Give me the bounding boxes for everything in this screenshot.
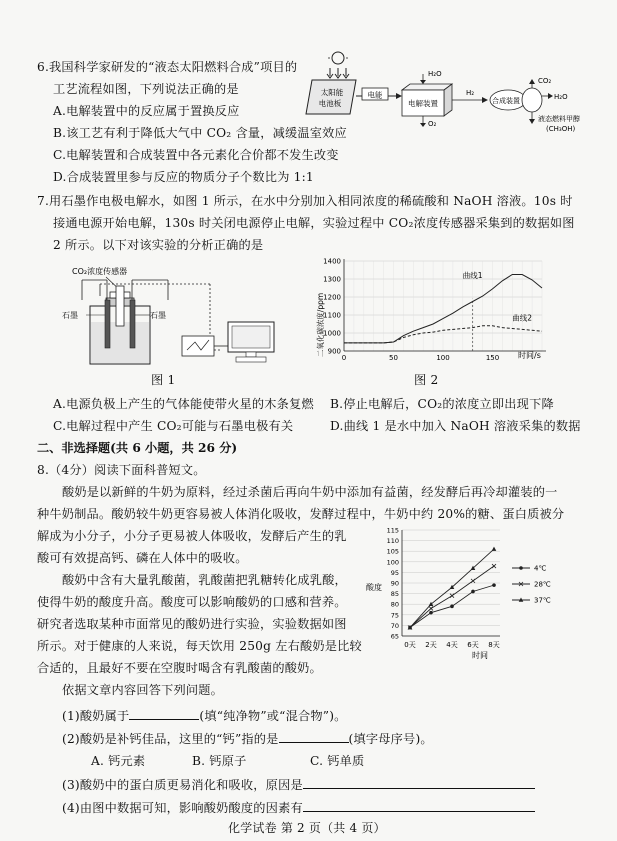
chart2-point [450, 594, 454, 598]
computer-monitor-icon [228, 322, 274, 362]
fig1-caption: 图 1 [151, 373, 176, 387]
chart1-ytick-label: 1200 [323, 293, 341, 302]
chart2-ytick-label: 90 [390, 579, 399, 588]
q8-paragraph2-line4: 所示。对于健康的人来说，每天饮用 250g 左右酸奶是比较 [37, 639, 362, 653]
section-heading: 二、非选择题(共 6 小题，共 26 分) [37, 441, 238, 455]
chart2-ytick-label: 70 [390, 621, 399, 630]
chart2-legend-label: 28℃ [534, 580, 551, 589]
chart2-point [429, 611, 433, 615]
yogurt-acidity-chart [362, 522, 592, 662]
answer-blank-3[interactable] [303, 776, 535, 789]
q6-process-diagram [300, 50, 600, 160]
answer-blank-4[interactable] [303, 799, 535, 812]
graphite-right-label: 石墨 [150, 311, 166, 320]
q8-paragraph1-line4: 酸可有效提高钙、磷在人体中的吸收。 [37, 551, 248, 565]
chart1-xtick-label: 100 [436, 354, 450, 362]
fig2-caption: 图 2 [414, 373, 439, 387]
chart2-ytick-label: 105 [386, 547, 399, 556]
chart2-point [492, 547, 497, 551]
chart1-ytick-label: 1100 [323, 311, 341, 320]
q7-stem-line1: 7.用石墨作电极电解水，如图 1 所示，在水中分别加入相同浓度的稀硫酸和 NaOH 溶液。10s 时 [37, 194, 573, 208]
co2-input-label: CO₂ [538, 77, 552, 85]
q8-sub3-prefix: (3)酸奶中的蛋白质更易消化和吸收，原因是 [62, 778, 303, 792]
chart2-point [492, 564, 496, 568]
chart2-ytick-label: 85 [390, 590, 399, 599]
q8-sub1-prefix: (1)酸奶属于 [62, 709, 130, 723]
co2-concentration-chart [310, 255, 570, 367]
chart1-xtick-label: 150 [485, 354, 500, 362]
q8-paragraph1-line1: 酸奶是以新鲜的牛奶为原料，经过杀菌后再向牛奶中添加有益菌，经发酵后再冷却灌装的一 [62, 485, 558, 499]
chart2-ytick-label: 110 [386, 537, 399, 546]
q7-stem-line3: 2 所示。以下对该实验的分析正确的是 [53, 238, 264, 252]
q8-paragraph2-line5: 合适的，且最好不要在空腹时喝含有乳酸菌的酸奶。 [37, 661, 322, 675]
chart1-ytick-label: 1000 [323, 329, 341, 338]
q8-sub2-suffix: (填字母序号)。 [348, 732, 433, 746]
chart2-ytick-label: 65 [390, 632, 399, 641]
q8-paragraph2-line3: 研究者选取某种市面常见的酸奶进行实验，实验数据如图 [37, 617, 347, 631]
co2-sensor-label: CO₂浓度传感器 [72, 267, 128, 276]
svg-text:电池板: 电池板 [318, 99, 342, 108]
chart1-ytick-label: 1400 [323, 257, 341, 266]
q8-title: 8.（4分）阅读下面科普短文。 [37, 463, 206, 477]
chart2-ylabel: 酸度 [366, 583, 382, 592]
q7-option-a: A.电源负极上产生的气体能使带火星的木条复燃 [53, 397, 314, 411]
chart2-xtick-label: 0天 [404, 641, 416, 649]
q8-sub1-suffix: (填“纯净物”或“混合物”)。 [199, 709, 347, 723]
q6-option-a: A.电解装置中的反应属于置换反应 [53, 104, 240, 118]
chart1-xlabel: 时间/s [518, 351, 541, 360]
q8-sub3 [62, 776, 535, 793]
page-footer: 化学试卷 第 2 页（共 4 页） [228, 821, 386, 835]
h2-label: H₂ [466, 89, 475, 97]
chart2-xtick-label: 2天 [425, 641, 437, 649]
chart2-ytick-label: 75 [390, 611, 399, 620]
o2-output-label: O₂ [428, 120, 437, 128]
q6-option-b: B.该工艺有利于降低大气中 CO₂ 含量，减缓温室效应 [53, 126, 347, 140]
q8-sub2 [62, 730, 433, 747]
chart2-xlabel: 时间 [472, 651, 488, 660]
chart2-point [471, 579, 475, 583]
chart1-ytick-label: 1300 [323, 275, 341, 284]
sun-icon [327, 50, 349, 78]
q8-paragraph1-line2: 种牛奶制品。酸奶较牛奶更容易被人体消化吸收，发酵过程中，牛奶中约 20%的糖、蛋白质被分 [37, 507, 565, 521]
q8-paragraph1-line3: 解成为小分子，小分子更易被人体吸收，发酵后产生的乳 [37, 529, 347, 543]
chart1-annotation-2: 曲线2 [512, 313, 533, 323]
chart1-annotation-1: 曲线1 [462, 271, 483, 281]
chart2-legend-label: 37℃ [534, 596, 551, 605]
synthesis-device [490, 88, 542, 112]
chart2-point [429, 606, 433, 610]
q6-stem-line2: 工艺流程如图，下列说法正确的是 [53, 82, 239, 96]
chart2-ytick-label: 80 [390, 600, 399, 609]
methanol-formula: (CH₃OH) [546, 125, 576, 133]
q6-option-c: C.电解装置和合成装置中各元素化合价都不发生改变 [53, 148, 339, 162]
chart2-legend-marker [519, 566, 523, 570]
q8-sub2-option-a: A. 钙元素 [91, 754, 146, 768]
q8-sub2-option-c: C. 钙单质 [310, 754, 365, 768]
q6-stem-line1: 6.我国科学家研发的“液态太阳燃料合成”项目的 [37, 60, 298, 74]
chart2-ytick-label: 95 [390, 568, 399, 577]
chart2-xtick-label: 4天 [446, 641, 458, 649]
q8-sub4-prefix: (4)由图中数据可知，影响酸奶酸度的因素有 [62, 801, 303, 815]
h2o-output-label: H₂O [554, 93, 568, 101]
q7-option-c: C.电解过程中产生 CO₂可能与石墨电极有关 [53, 419, 294, 433]
synthesis-label: 合成装置 [492, 97, 520, 105]
solar-panel-label: 太阳能 [320, 88, 344, 97]
electrolysis-beaker [90, 286, 150, 364]
electric-energy-label: 电能 [367, 90, 383, 100]
q6-option-d: D.合成装置里参与反应的物质分子个数比为 1:1 [53, 170, 314, 184]
chart1-xtick-label: 0 [341, 354, 347, 362]
methanol-label: 液态燃料甲醇 [538, 115, 580, 123]
chart1-xtick-label: 50 [389, 354, 398, 362]
chart2-point [471, 590, 475, 594]
chart2-ytick-label: 100 [386, 558, 399, 567]
q8-sub1 [62, 707, 347, 724]
chart2-xtick-label: 8天 [488, 641, 500, 649]
electrolysis-box [402, 84, 452, 116]
electrolysis-label: 电解装置 [408, 99, 438, 108]
q8-sub2-option-b: B. 钙原子 [192, 754, 247, 768]
q8-sub2-prefix: (2)酸奶是补钙佳品，这里的“钙”指的是 [62, 732, 279, 746]
chart2-point [492, 583, 496, 587]
chart2-legend-label: 4℃ [534, 564, 547, 573]
answer-blank-2[interactable] [279, 730, 349, 743]
q7-figure1-apparatus [50, 262, 300, 372]
q7-option-d: D.曲线 1 是水中加入 NaOH 溶液采集的数据 [330, 419, 581, 433]
q8-paragraph2-line2: 使得牛奶的酸度升高。酸度可以影响酸奶的口感和营养。 [37, 595, 347, 609]
graphite-left-label: 石墨 [62, 311, 78, 320]
h2o-input-label: H₂O [428, 70, 442, 78]
chart2-xtick-label: 6天 [467, 641, 479, 649]
data-logger [182, 336, 214, 356]
answer-blank-1[interactable] [129, 707, 199, 720]
chart1-ytick-label: 900 [327, 347, 341, 356]
chart2-point [450, 605, 454, 609]
q8-sub4 [62, 799, 535, 816]
solar-panel [306, 80, 356, 114]
q8-instruction: 依据文章内容回答下列问题。 [62, 683, 224, 697]
q7-option-b: B.停止电解后，CO₂的浓度立即出现下降 [330, 397, 554, 411]
chart2-ytick-label: 115 [386, 526, 399, 535]
q7-stem-line2: 接通电源开始电解，130s 时关闭电源停止电解，实验过程中 CO₂浓度传感器采集到的数据如图 [53, 216, 575, 230]
q8-paragraph2-line1: 酸奶中含有大量乳酸菌，乳酸菌把乳糖转化成乳酸， [62, 573, 347, 587]
chart1-ylabel: 二氧化碳浓度/ppm [316, 292, 325, 358]
